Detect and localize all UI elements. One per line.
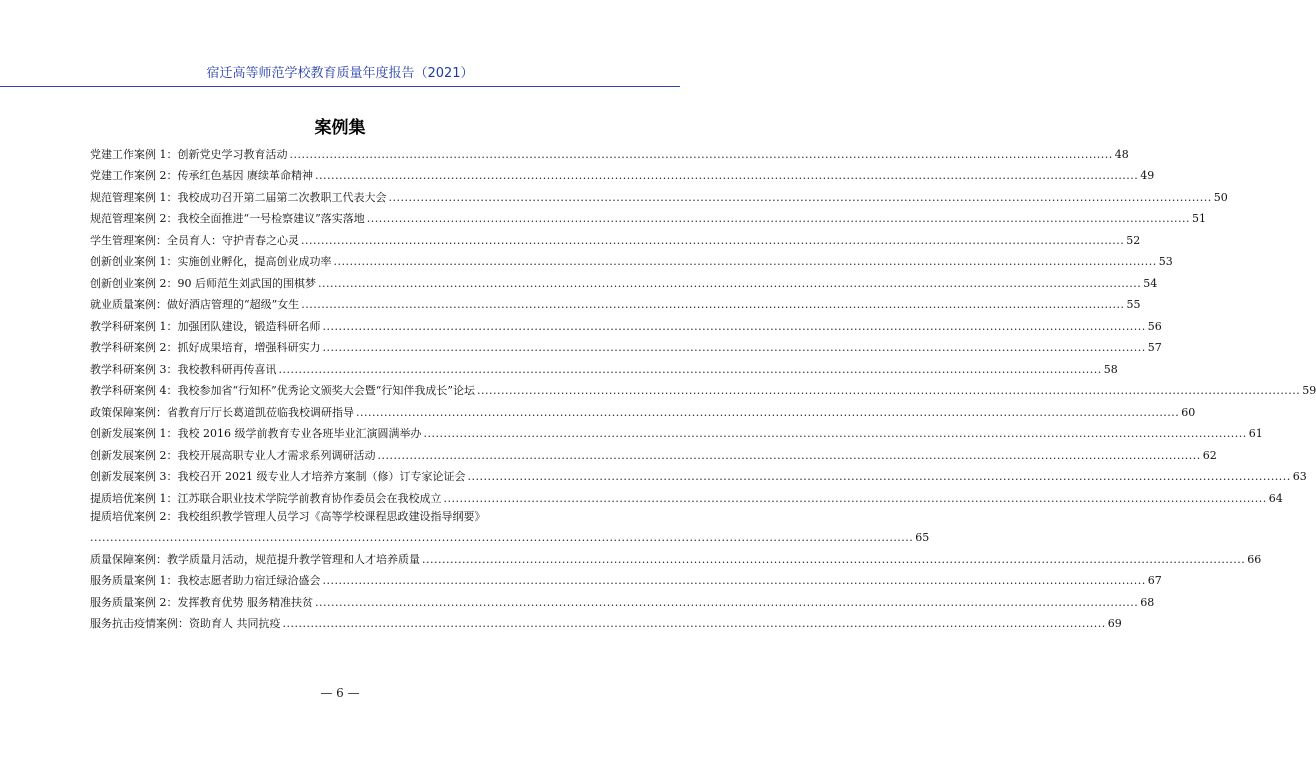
table-of-contents [90,140,1316,631]
toc-entry[interactable]: 创新发展案例 1 ： 我校 2016 级学前教育专业各班毕业汇演圆满举办 ..... 61 [90,420,592,442]
toc-entry[interactable]: 创新创业案例 1 ： 实施创业孵化，提高创业成功率 ..... 53 [90,248,592,270]
toc-entry[interactable]: 政策保障案例 ： 省教育厅厅长葛道凯莅临我校调研指导 ..... 60 [90,398,592,420]
toc-entry[interactable]: 服务抗击疫情案例 ： 资助育人 共同抗疫 ..... 69 [90,610,592,632]
toc-entry-multiline[interactable]: 提质培优案例 2：我校组织教学管理人员学习《高等学校课程思政建设指导纲要》 ..... 65 [90,506,592,546]
toc-entry[interactable]: 规范管理案例 1 ： 我校成功召开第二届第二次教职工代表大会 ..... 50 [90,183,592,205]
toc-entry[interactable]: 提质培优案例 1 ： 江苏联合职业技术学院学前教育协作委员会在我校成立 ..... 64 [90,484,592,506]
toc-entry[interactable]: 教学科研案例 2 ： 抓好成果培育，增强科研实力 ..... 57 [90,334,592,356]
page-number: — 6 — [320,686,360,700]
toc-entry[interactable]: 党建工作案例 2 ： 传承红色基因 赓续革命精神 ..... 49 [90,162,592,184]
toc-entry[interactable]: 创新发展案例 2 ： 我校开展高职专业人才需求系列调研活动 ..... 62 [90,441,592,463]
toc-entry[interactable]: 服务质量案例 2 ： 发挥教育优势 服务精准扶贫 ..... 68 [90,588,592,610]
toc-entry[interactable]: 就业质量案例 ： 做好酒店管理的“超级”女生 ..... 55 [90,291,592,313]
page-title: 案例集 [314,118,366,138]
toc-entry[interactable]: 教学科研案例 3 ： 我校教科研再传喜讯 ..... 58 [90,355,592,377]
toc-entry[interactable]: 党建工作案例 1 ： 创新党史学习教育活动 ..... 48 [90,140,592,162]
report-header: 宿迁高等师范学校教育质量年度报告（2021） [206,66,474,81]
toc-entry[interactable]: 服务质量案例 1 ： 我校志愿者助力宿迁绿洽盛会 ..... 67 [90,567,592,589]
toc-entry[interactable]: 创新创业案例 2 ： 90 后师范生刘武国的围棋梦 ..... 54 [90,269,592,291]
toc-entry[interactable]: 质量保障案例 ： 教学质量月活动，规范提升教学管理和人才培养质量 ..... 66 [90,545,592,567]
toc-entry[interactable]: 教学科研案例 4 ： 我校参加省“行知杯”优秀论文颁奖大会暨“行知伴我成长”论坛 ..... 59 [90,377,592,399]
toc-entry[interactable]: 规范管理案例 2 ： 我校全面推进“一号检察建议”落实落地 ..... 51 [90,205,592,227]
toc-entry[interactable]: 教学科研案例 1 ： 加强团队建设，锻造科研名师 ..... 56 [90,312,592,334]
toc-entry[interactable]: 创新发展案例 3 ： 我校召开 2021 级专业人才培养方案制（修）订专家论证会 ..... 63 [90,463,592,485]
toc-entry[interactable]: 学生管理案例 ： 全员育人：守护青春之心灵 ..... 52 [90,226,592,248]
header-divider [0,86,680,87]
